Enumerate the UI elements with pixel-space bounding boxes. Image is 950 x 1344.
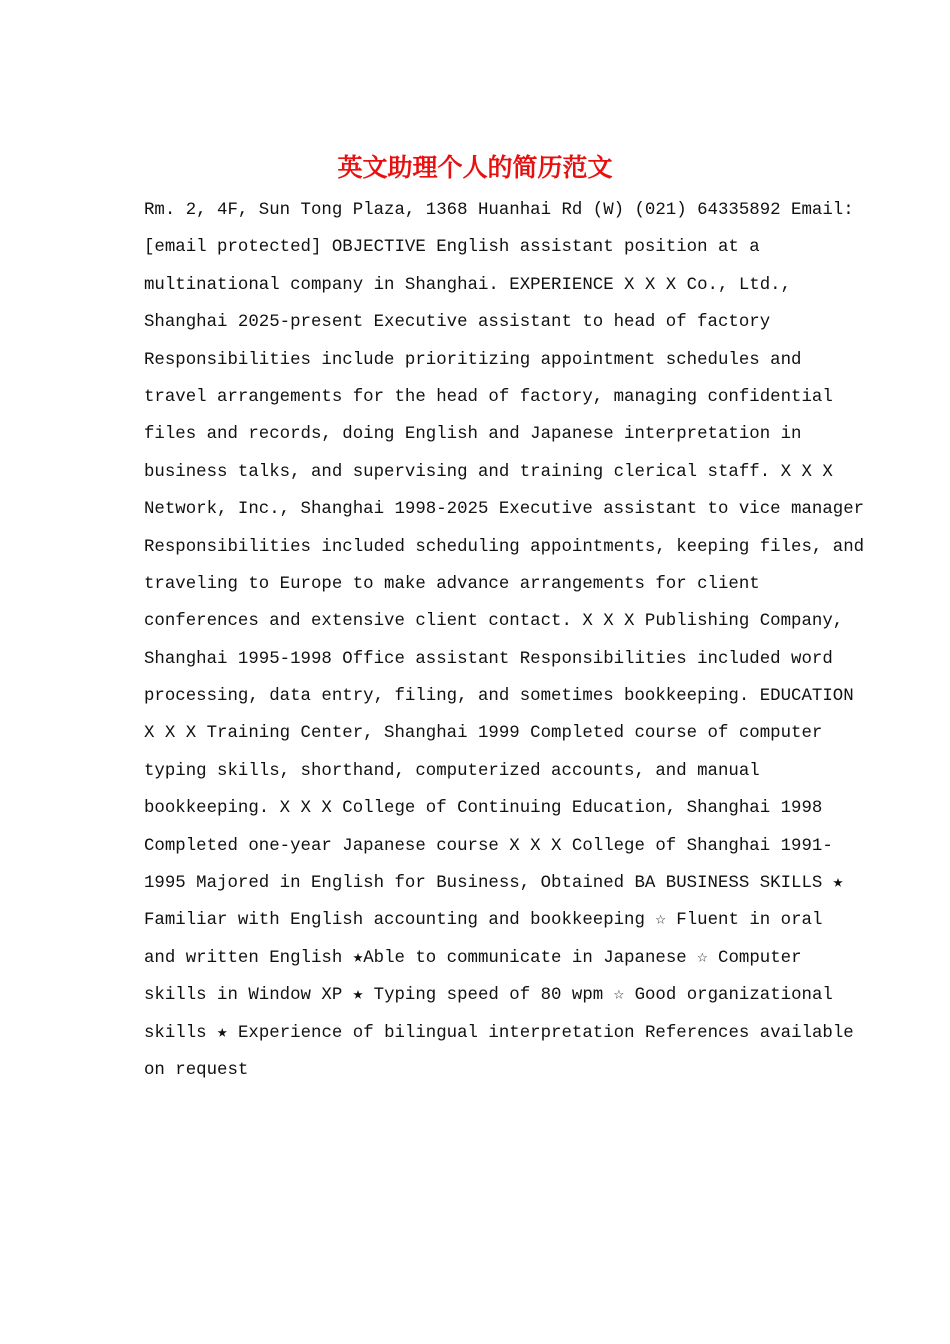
body-line: X X X Training Center, Shanghai 1999 Completed course of computer bbox=[144, 724, 823, 744]
body-line: conferences and extensive client contact. X X X Publishing Company, bbox=[144, 612, 844, 632]
body-line: files and records, doing English and Japanese interpretation in bbox=[144, 425, 802, 445]
body-line: skills in Window XP ★ Typing speed of 80 wpm ☆ Good organizational bbox=[144, 986, 833, 1006]
body-line: 1995 Majored in English for Business, Obtained BA BUSINESS SKILLS ★ bbox=[144, 874, 844, 894]
document-body bbox=[144, 192, 864, 1089]
body-line: processing, data entry, filing, and sometimes bookkeeping. EDUCATION bbox=[144, 687, 854, 707]
body-line: [email protected] OBJECTIVE English assistant position at a bbox=[144, 238, 760, 258]
body-line: Rm. 2, 4F, Sun Tong Plaza, 1368 Huanhai Rd (W) (021) 64335892 Email: bbox=[144, 201, 854, 220]
body-line: skills ★ Experience of bilingual interpretation References available bbox=[144, 1023, 854, 1043]
body-line: Completed one-year Japanese course X X X College of Shanghai 1991- bbox=[144, 836, 833, 856]
body-line: on request bbox=[144, 1060, 249, 1080]
body-line: Familiar with English accounting and bookkeeping ☆ Fluent in oral bbox=[144, 911, 823, 931]
body-line: travel arrangements for the head of factory, managing confidential bbox=[144, 387, 833, 407]
body-line: Responsibilities include prioritizing appointment schedules and bbox=[144, 350, 802, 370]
body-line: bookkeeping. X X X College of Continuing Education, Shanghai 1998 bbox=[144, 799, 823, 819]
body-line: business talks, and supervising and training clerical staff. X X X bbox=[144, 462, 833, 482]
body-line: Network, Inc., Shanghai 1998-2025 Executive assistant to vice manager bbox=[144, 500, 865, 520]
document-title: 英文助理个人的简历范文 bbox=[337, 153, 613, 182]
body-line: Responsibilities included scheduling appointments, keeping files, and bbox=[144, 537, 865, 557]
body-line: multinational company in Shanghai. EXPERIENCE X X X Co., Ltd., bbox=[144, 275, 792, 295]
body-line: Shanghai 2025-present Executive assistant to head of factory bbox=[144, 313, 771, 333]
body-line: and written English ★Able to communicate in Japanese ☆ Computer bbox=[144, 948, 802, 968]
body-line: Shanghai 1995-1998 Office assistant Responsibilities included word bbox=[144, 649, 833, 669]
body-line: traveling to Europe to make advance arrangements for client bbox=[144, 574, 760, 594]
body-line: typing skills, shorthand, computerized accounts, and manual bbox=[144, 761, 760, 781]
